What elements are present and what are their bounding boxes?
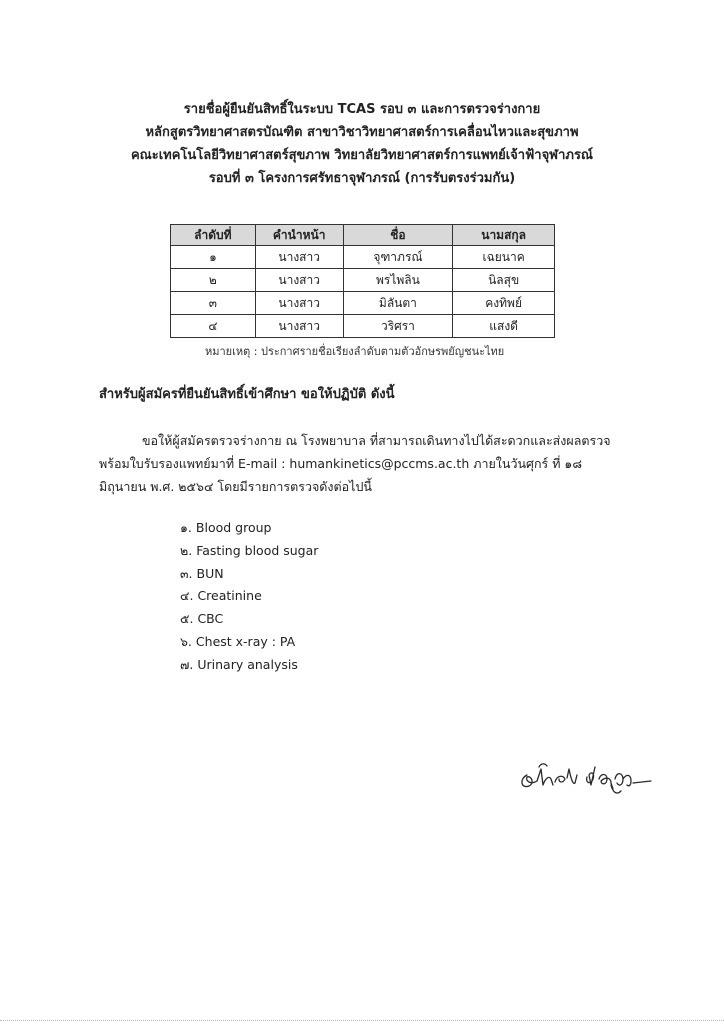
list-item-label: Urinary analysis — [197, 656, 298, 672]
list-item — [180, 540, 318, 563]
page-bottom-edge — [0, 1020, 724, 1022]
table-row — [171, 292, 555, 315]
cell-first-name: วริศรา — [343, 315, 453, 338]
confirmed-applicants-table — [170, 224, 555, 338]
list-item-number: ๖. — [180, 633, 192, 649]
table-row — [171, 246, 555, 269]
paragraph-line-2: พร้อมใบรับรองแพทย์มาที่ E-mail : humankinetics@pccms.ac.th ภายในวันศุกร์ ที่ ๑๘ — [99, 456, 583, 471]
list-item-number: ๗. — [180, 656, 194, 672]
list-item — [180, 608, 318, 631]
column-header-order: ลำดับที่ — [171, 225, 256, 246]
table-row — [171, 315, 555, 338]
list-item — [180, 517, 318, 540]
required-tests-list — [180, 517, 318, 677]
column-header-first-name: ชื่อ — [343, 225, 453, 246]
list-item — [180, 585, 318, 608]
cell-last-name: คงทิพย์ — [453, 292, 555, 315]
handwritten-signature-icon — [515, 755, 655, 800]
list-item — [180, 563, 318, 586]
column-header-last-name: นามสกุล — [453, 225, 555, 246]
cell-last-name: แสงดี — [453, 315, 555, 338]
list-item-number: ๕. — [180, 611, 194, 627]
list-item-label: Creatinine — [197, 588, 262, 604]
table-note: หมายเหตุ : ประกาศรายชื่อเรียงลำดับตามตัวอักษรพยัญชนะไทย — [205, 345, 505, 358]
list-item-number: ๒. — [180, 542, 193, 558]
header-line-1: รายชื่อผู้ยืนยันสิทธิ์ในระบบ TCAS รอบ ๓ และการตรวจร่างกาย — [183, 102, 541, 117]
paragraph-line-3: มิถุนายน พ.ศ. ๒๕๖๔ โดยมีรายการตรวจดังต่อไปนี้ — [99, 479, 372, 494]
cell-title: นางสาว — [255, 246, 343, 269]
list-item-number: ๑. — [180, 520, 192, 535]
cell-title: นางสาว — [255, 269, 343, 292]
cell-title: นางสาว — [255, 292, 343, 315]
list-item — [180, 631, 318, 654]
list-item-label: CBC — [197, 611, 224, 627]
document-header — [0, 98, 724, 190]
list-item-number: ๔. — [180, 588, 194, 604]
header-line-2: หลักสูตรวิทยาศาสตรบัณฑิต สาขาวิชาวิทยาศาสตร์การเคลื่อนไหวและสุขภาพ — [145, 125, 579, 140]
cell-first-name: มิลันตา — [343, 292, 453, 315]
paragraph-line-1: ขอให้ผู้สมัครตรวจร่างกาย ณ โรงพยาบาล ที่สามารถเดินทางไปได้สะดวกและส่งผลตรวจ — [142, 433, 611, 448]
cell-first-name: พรไพลิน — [343, 269, 453, 292]
header-line-3: คณะเทคโนโลยีวิทยาศาสตร์สุขภาพ วิทยาลัยวิทยาศาสตร์การแพทย์เจ้าฟ้าจุฬาภรณ์ — [130, 148, 593, 163]
table-row — [171, 269, 555, 292]
instructions-heading: สำหรับผู้สมัครที่ยืนยันสิทธิ์เข้าศึกษา ขอให้ปฏิบัติ ดังนี้ — [99, 387, 395, 402]
cell-last-name: เฉยนาค — [453, 246, 555, 269]
cell-last-name: นิลสุข — [453, 269, 555, 292]
cell-first-name: จุฑาภรณ์ — [343, 246, 453, 269]
list-item-label: Fasting blood sugar — [196, 542, 319, 558]
list-item-label: BUN — [196, 565, 224, 581]
list-item-label: Chest x-ray : PA — [195, 633, 296, 649]
cell-order: ๔ — [171, 315, 256, 338]
header-line-4: รอบที่ ๓ โครงการศรัทธาจุฬาภรณ์ (การรับตรงร่วมกัน) — [208, 171, 516, 186]
table-header-row — [171, 225, 555, 246]
cell-order: ๑ — [171, 246, 256, 269]
cell-title: นางสาว — [255, 315, 343, 338]
cell-order: ๓ — [171, 292, 256, 315]
instructions-paragraph — [99, 429, 659, 498]
list-item — [180, 654, 318, 677]
column-header-title: คำนำหน้า — [255, 225, 343, 246]
list-item-label: Blood group — [195, 520, 272, 535]
cell-order: ๒ — [171, 269, 256, 292]
list-item-number: ๓. — [180, 565, 193, 581]
